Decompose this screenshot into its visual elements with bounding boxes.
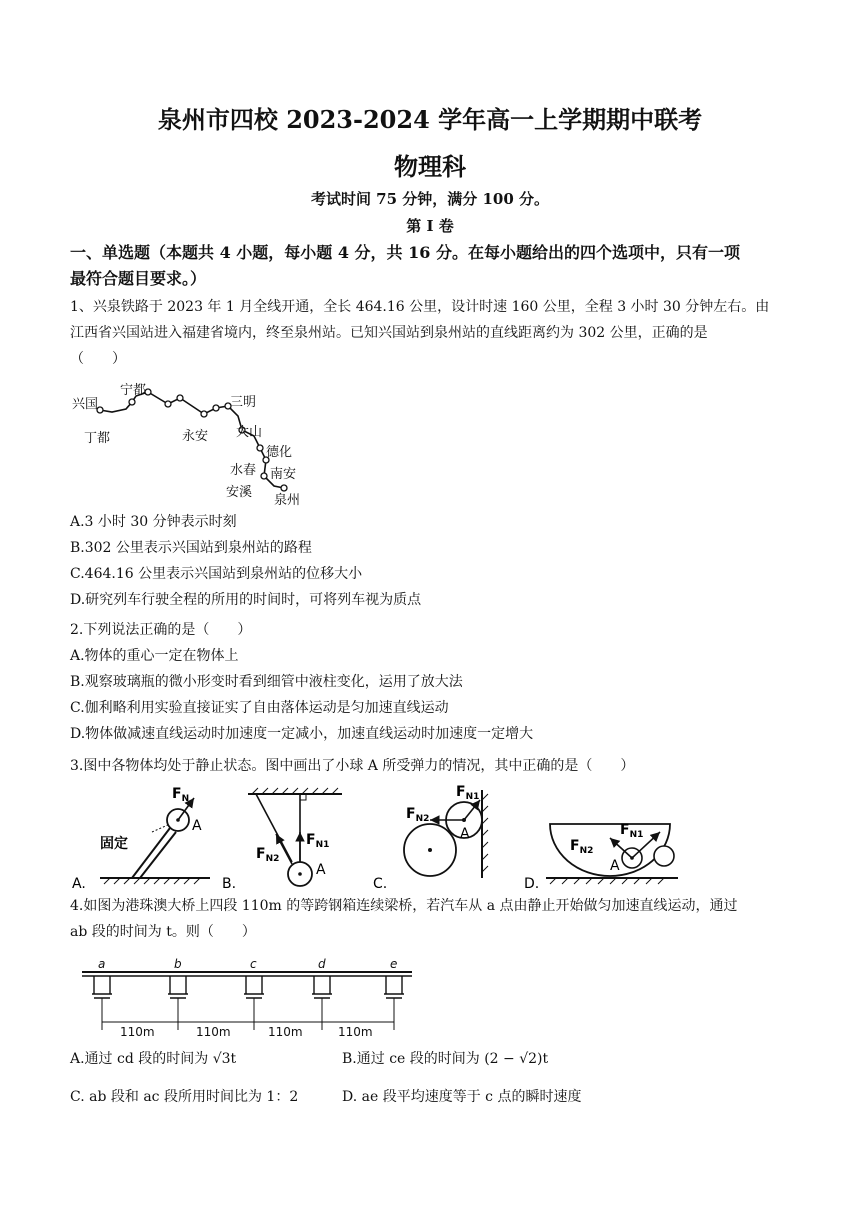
ball-label: A <box>192 818 202 834</box>
section-heading-line1: 一、单选题（本题共 4 小题，每小题 4 分，共 16 分。在每小题给出的四个选项中，只有一项 <box>70 243 740 262</box>
q1-option-c[interactable]: C.464.16 公里表示兴国站到泉州站的位移大小 <box>70 566 363 582</box>
q3-option-c[interactable]: C. <box>373 876 388 892</box>
map-label: 南安 <box>270 467 297 482</box>
q3-figures <box>70 780 790 892</box>
map-station <box>201 411 207 417</box>
svg-text:FN1: $F_{N1}$ <box>306 832 330 850</box>
q4-stem <box>70 893 790 945</box>
q3-option-d[interactable]: D. <box>524 876 540 892</box>
q2 <box>70 617 790 747</box>
map-label: 三明 <box>230 395 257 410</box>
q2-option-a[interactable]: A.物体的重心一定在物体上 <box>70 648 239 664</box>
map-station <box>213 405 219 411</box>
exam-title: 泉州市四校 2023-2024 学年高一上学期期中联考 <box>157 105 703 134</box>
svg-text:FN1: $F_{N1}$ <box>456 784 480 802</box>
svg-text:FN: $F_N$ <box>172 786 190 804</box>
q3-figure-a[interactable] <box>72 786 210 892</box>
bridge-diagram <box>80 952 420 1038</box>
point-c: c <box>250 957 257 971</box>
svg-text:FN1: $F_{N1}$ <box>620 822 644 840</box>
map-label: 兴国 <box>72 397 99 412</box>
subject-title: 物理科 <box>394 152 466 181</box>
point-d: d <box>318 957 326 971</box>
q2-stem: 2.下列说法正确的是（ ） <box>70 622 252 638</box>
exam-info: 考试时间 75 分钟，满分 100 分。 <box>310 190 550 208</box>
q2-option-d[interactable]: D.物体做减速直线运动时加速度一定减小，加速直线运动时加速度一定增大 <box>70 726 534 742</box>
map-station <box>165 401 171 407</box>
q4-option-c[interactable]: C. ab 段和 ac 段所用时间比为 1：2 <box>70 1089 299 1105</box>
map-station <box>177 395 183 401</box>
q3-option-b[interactable]: B. <box>222 876 237 892</box>
q1-option-a[interactable]: A.3 小时 30 分钟表示时刻 <box>70 514 237 530</box>
span-label: 110m <box>120 1025 155 1038</box>
volume-label: 第 I 卷 <box>406 217 454 235</box>
q1-stem <box>70 294 790 372</box>
svg-text:FN2: $F_{N2}$ <box>256 846 280 864</box>
map-station <box>257 445 263 451</box>
q4-stem-line1: 4.如图为港珠澳大桥上四段 110m 的等跨钢箱连续梁桥，若汽车从 a 点由静止开始做匀加速直线运动，通过 <box>70 898 738 914</box>
span-label: 110m <box>196 1025 231 1038</box>
map-label: 德化 <box>266 445 293 460</box>
q4-option-a[interactable]: A.通过 cd 段的时间为 √3t <box>70 1051 237 1067</box>
q3-figure-d[interactable] <box>524 822 678 892</box>
q1-options <box>70 509 790 613</box>
svg-text:FN2: $F_{N2}$ <box>406 806 430 824</box>
bridge-pier <box>384 976 404 998</box>
q4-stem-line2: ab 段的时间为 t。则（ ） <box>70 924 256 940</box>
q1-stem-line3: （ ） <box>70 351 126 367</box>
map-station <box>281 485 287 491</box>
q4-option-d[interactable]: D. ae 段平均速度等于 c 点的瞬时速度 <box>342 1089 582 1105</box>
map-label: 泉州 <box>274 493 301 508</box>
ball-label: A <box>316 862 326 878</box>
map-label: 永安 <box>182 429 209 444</box>
q4-option-b[interactable]: B.通过 ce 段的时间为 (2 − √2)t <box>342 1051 549 1067</box>
q3-option-a[interactable]: A. <box>72 876 86 892</box>
q2-option-c[interactable]: C.伽利略利用实验直接证实了自由落体运动是匀加速直线运动 <box>70 700 449 716</box>
bridge-piers <box>92 976 404 998</box>
map-label: 安溪 <box>226 485 253 500</box>
point-b: b <box>174 957 182 971</box>
span-label: 110m <box>338 1025 373 1038</box>
fixed-label: 固定 <box>100 836 128 852</box>
point-a: a <box>98 957 106 971</box>
q3-stem: 3.图中各物体均处于静止状态。图中画出了小球 A 所受弹力的情况，其中正确的是（ ） <box>70 758 635 774</box>
q1-stem-line2: 江西省兴国站进入福建省境内，终至泉州站。已知兴国站到泉州站的直线距离约为 302 公里，正确的是 <box>70 325 708 341</box>
q1-option-d[interactable]: D.研究列车行驶全程的所用的时间时，可将列车视为质点 <box>70 592 422 608</box>
section-heading <box>70 240 790 292</box>
map-label: 宁都 <box>120 383 147 398</box>
bridge-pier <box>168 976 188 998</box>
bridge-pier <box>312 976 332 998</box>
ball-label: A <box>610 858 620 874</box>
q1-option-b[interactable]: B.302 公里表示兴国站到泉州站的路程 <box>70 540 312 556</box>
ball-label: A <box>460 826 470 842</box>
railway-map <box>70 378 320 513</box>
svg-text:FN2: $F_{N2}$ <box>570 838 594 856</box>
map-station <box>261 473 267 479</box>
section-heading-line2: 最符合题目要求。） <box>70 269 207 288</box>
q2-option-b[interactable]: B.观察玻璃瓶的微小形变时看到细管中液柱变化，运用了放大法 <box>70 674 463 690</box>
map-label: 水春 <box>230 463 257 478</box>
span-label: 110m <box>268 1025 303 1038</box>
bridge-pier <box>244 976 264 998</box>
point-e: e <box>390 957 398 971</box>
map-label: 丁都 <box>84 431 111 446</box>
map-label: 大山 <box>236 425 263 440</box>
bridge-pier <box>92 976 112 998</box>
map-station <box>129 399 135 405</box>
q3-figure-c[interactable] <box>373 784 488 892</box>
q1-stem-line1: 1、兴泉铁路于 2023 年 1 月全线开通，全长 464.16 公里，设计时速 160 公里，全程 3 小时 30 分钟左右。由 <box>70 299 770 315</box>
q3-figure-b[interactable] <box>222 788 342 892</box>
